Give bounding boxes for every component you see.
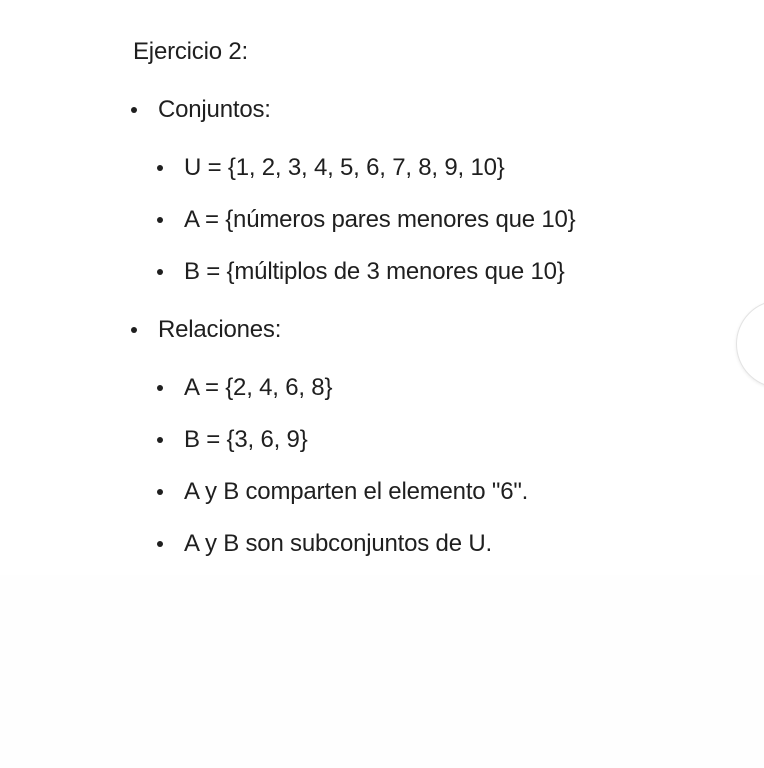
list-item — [157, 478, 528, 506]
list-item-text: A = {números pares menores que 10} — [184, 206, 576, 233]
bullet-icon — [157, 165, 163, 171]
bullet-icon — [157, 385, 163, 391]
bullet-icon — [157, 269, 163, 275]
bullet-icon — [131, 327, 137, 333]
list-item — [157, 206, 575, 234]
list-item-text: A y B comparten el elemento "6". — [184, 478, 529, 505]
section-label: Relaciones: — [158, 316, 282, 343]
section-relaciones — [131, 316, 281, 344]
bullet-icon — [131, 107, 137, 113]
list-item — [157, 426, 308, 454]
section-label: Conjuntos: — [158, 96, 271, 123]
exercise-heading: Ejercicio 2: — [133, 38, 248, 65]
list-item-text: A y B son subconjuntos de U. — [184, 530, 492, 557]
list-item — [157, 374, 332, 402]
bullet-icon — [157, 541, 163, 547]
list-item — [157, 258, 565, 286]
list-item — [157, 530, 492, 558]
bullet-icon — [157, 217, 163, 223]
bullet-icon — [157, 437, 163, 443]
bullet-icon — [157, 489, 163, 495]
list-item — [157, 154, 505, 182]
list-item-text: B = {3, 6, 9} — [184, 426, 308, 453]
section-conjuntos — [131, 96, 271, 124]
blank-area — [0, 575, 764, 768]
list-item-text: U = {1, 2, 3, 4, 5, 6, 7, 8, 9, 10} — [184, 154, 505, 181]
list-item-text: B = {múltiplos de 3 menores que 10} — [184, 258, 565, 285]
list-item-text: A = {2, 4, 6, 8} — [184, 374, 333, 401]
